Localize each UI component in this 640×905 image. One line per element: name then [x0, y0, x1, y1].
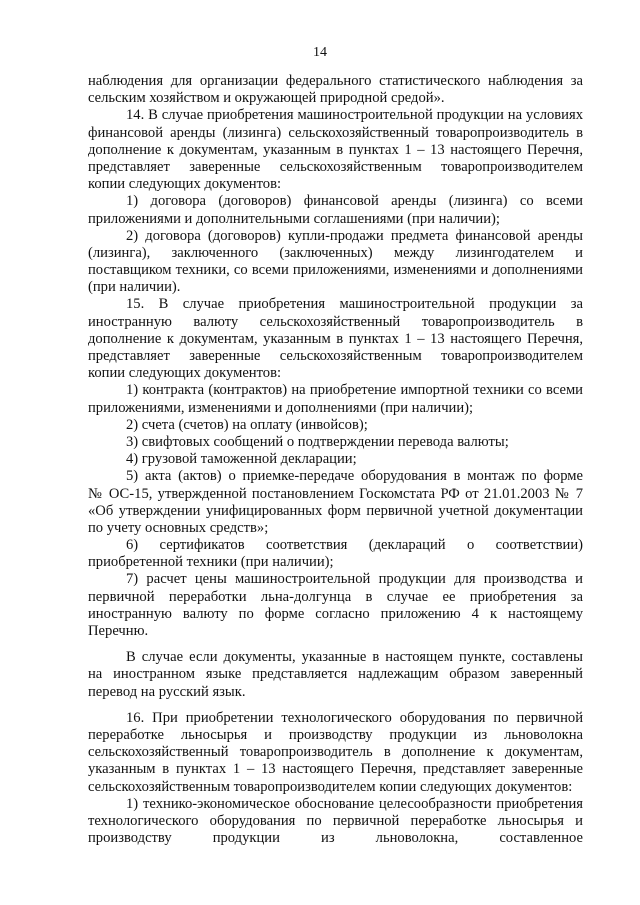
text-line: приложениями и дополнительными соглашениями (при наличии); [88, 210, 500, 227]
paragraph-line: В случае если документы, указанные в настоящем пункте, составлены [126, 649, 583, 666]
text-line: иностранную валюту по форме согласно приложению 4 к настоящему [88, 605, 583, 622]
text-line: приложениями, изменениями и дополнениями (при наличии); [88, 399, 474, 416]
text-line: сельскохозяйственный товаропроизводитель в дополнение к документам, [88, 744, 583, 761]
list-item: 2) счета (счетов) на оплату (инвойсов); [126, 416, 368, 433]
text-line: дополнение к документам, указанным в пунктах 1 – 13 настоящего Перечня, [88, 330, 583, 347]
list-item: 5) акта (актов) о приемке-передаче оборудования в монтаж по форме [126, 468, 583, 485]
text-line: копии следующих документов: [88, 365, 282, 382]
paragraph-gap [88, 701, 583, 710]
text-line: перевод на русский язык. [88, 683, 246, 700]
text-line: финансовой аренды (лизинга) сельскохозяйственный товаропроизводитель в [88, 124, 583, 141]
text-line: первичной переработки льна-долгунца в случае ее приобретения за [88, 588, 583, 605]
paragraph-15-heading: 15. В случае приобретения машиностроительной продукции за [126, 296, 583, 313]
text-line: сельским хозяйством и окружающей природной средой». [88, 90, 445, 107]
text-line: наблюдения для организации федерального статистического наблюдения за [88, 73, 583, 89]
text-line: копии следующих документов: [88, 176, 282, 193]
list-item: 1) контракта (контрактов) на приобретение импортной техники со всеми [126, 382, 583, 399]
text-line: № ОС-15, утвержденной постановлением Госкомстата РФ от 21.01.2003 № 7 [88, 485, 583, 502]
paragraph-16-heading: 16. При приобретении технологического оборудования по первичной [126, 709, 583, 726]
text-line: «Об утверждении унифицированных форм первичной учетной документации [88, 502, 583, 519]
paragraph-gap [88, 640, 583, 649]
text-line: дополнение к документам, указанным в пунктах 1 – 13 настоящего Перечня, [88, 141, 583, 158]
list-item: 6) сертификатов соответствия (деклараций о соответствии) [126, 537, 583, 554]
text-line: (при наличии). [88, 279, 181, 296]
text-line: представляет заверенные сельскохозяйственным товаропроизводителем [88, 158, 583, 175]
document-body [88, 73, 583, 847]
text-line: поставщиком техники, со всеми приложениями, изменениями и дополнениями [88, 262, 583, 279]
text-line: (лизинга), заключенного (заключенных) между лизингодателем и [88, 244, 583, 261]
list-item: 4) грузовой таможенной декларации; [126, 451, 357, 468]
text-line: указанным в пунктах 1 – 13 настоящего Перечня, представляет заверенные [88, 761, 583, 778]
text-line: переработке льносырья и производству продукции из льноволокна [88, 726, 583, 743]
text-line: по учету основных средств»; [88, 519, 269, 536]
text-line: производству продукции из льноволокна, составленное [88, 830, 583, 847]
text-line: приобретенной техники (при наличии); [88, 554, 334, 571]
list-item: 3) свифтовых сообщений о подтверждении перевода валюты; [126, 433, 509, 450]
list-item: 1) технико-экономическое обоснование целесообразности приобретения [126, 795, 583, 812]
text-line: технологического оборудования по первичной переработке льносырья и [88, 812, 583, 829]
list-item: 7) расчет цены машиностроительной продукции для производства и [126, 571, 583, 588]
list-item: 1) договора (договоров) финансовой аренды (лизинга) со всеми [126, 193, 583, 210]
text-line: Перечню. [88, 623, 149, 639]
text-line: сельскохозяйственным товаропроизводителем копии следующих документов: [88, 778, 573, 795]
text-line: иностранную валюту сельскохозяйственный товаропроизводитель в [88, 313, 583, 330]
list-item: 2) договора (договоров) купли-продажи предмета финансовой аренды [126, 227, 583, 244]
paragraph-14-heading: 14. В случае приобретения машиностроительной продукции на условиях [126, 107, 583, 124]
text-line: представляет заверенные сельскохозяйственным товаропроизводителем [88, 348, 583, 364]
page-number: 14 [313, 45, 327, 60]
text-line: на иностранном языке представляется надлежащим образом заверенный [88, 666, 583, 683]
